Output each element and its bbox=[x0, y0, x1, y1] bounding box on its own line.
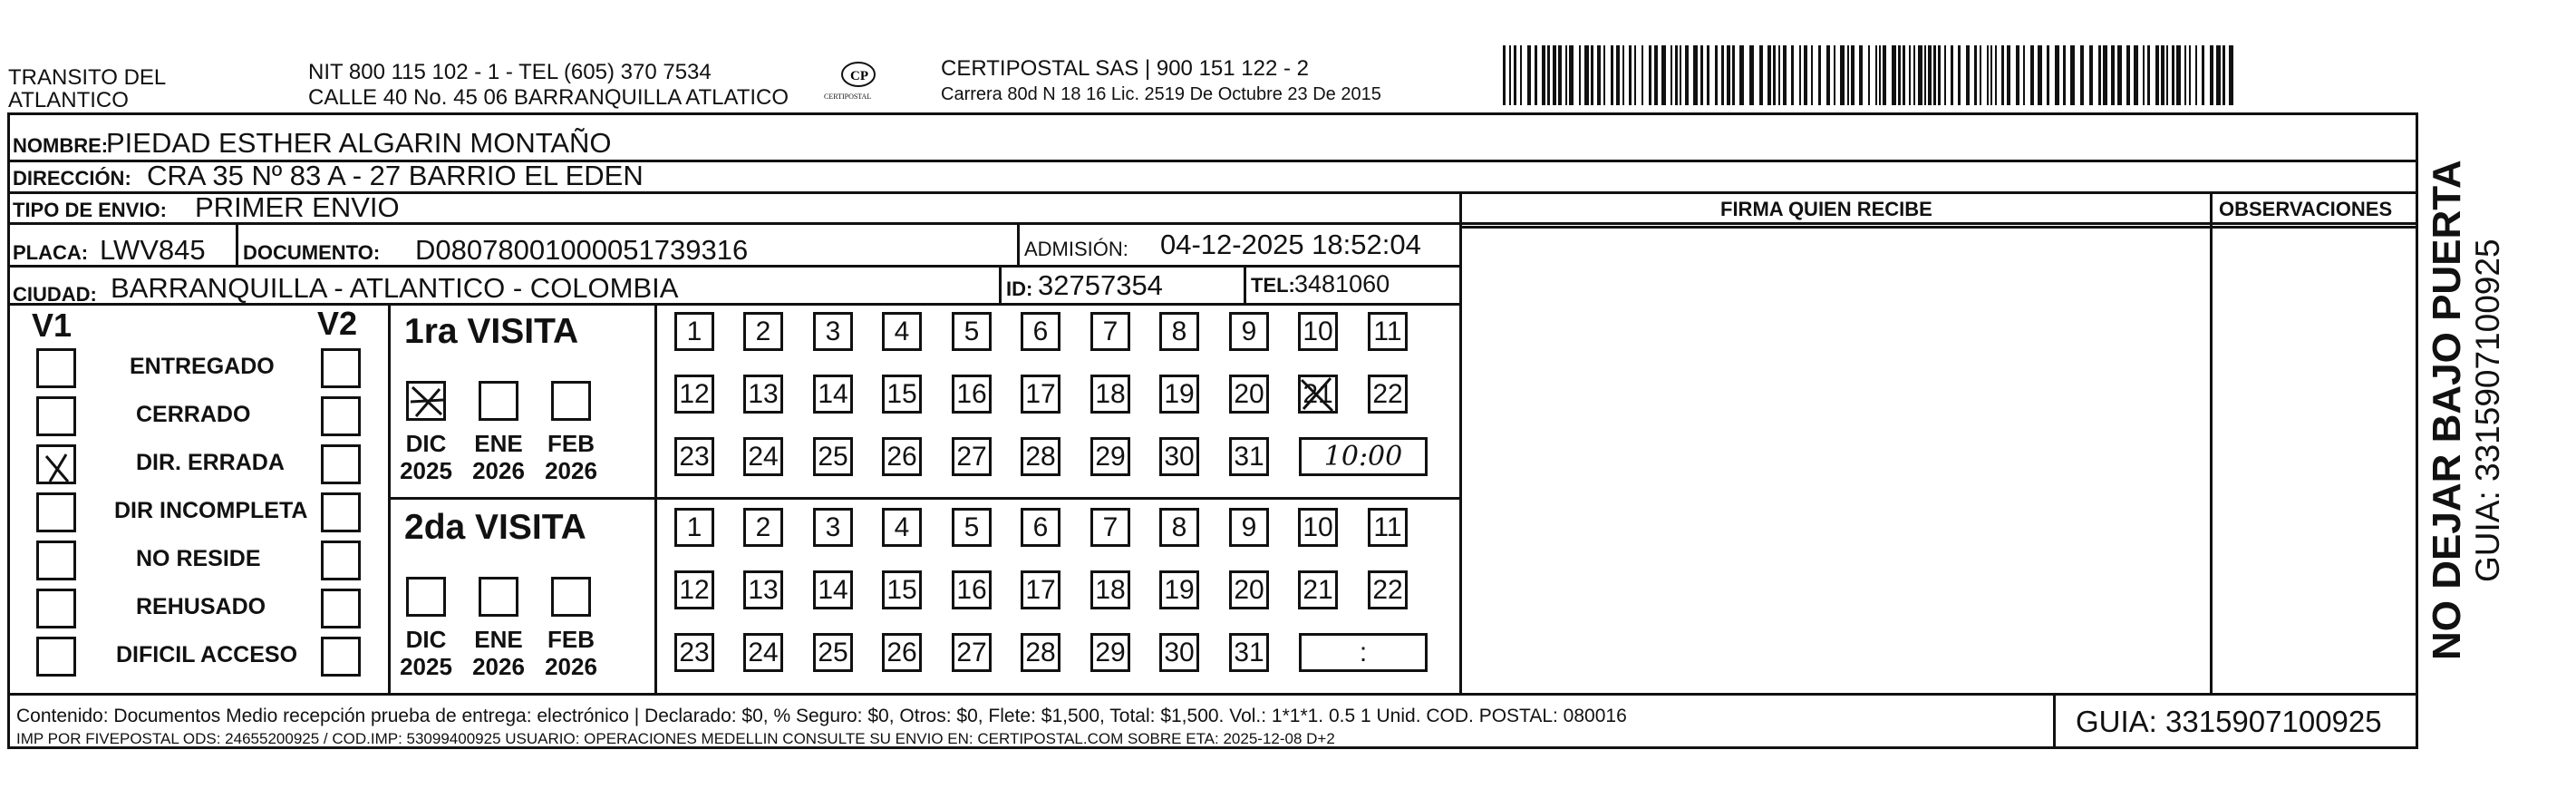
svg-text:CP: CP bbox=[850, 69, 868, 83]
license-line: Carrera 80d N 18 16 Lic. 2519 De Octubre 23 De 2015 bbox=[941, 84, 1381, 104]
v1-checkbox[interactable] bbox=[36, 396, 76, 436]
v1-checkbox[interactable] bbox=[36, 492, 76, 532]
id-label: ID: bbox=[1006, 278, 1033, 300]
tipo-envio-label: TIPO DE ENVIO: bbox=[13, 199, 167, 221]
day-box[interactable]: 26 bbox=[882, 437, 922, 476]
nombre-label: NOMBRE: bbox=[13, 134, 109, 157]
day-box[interactable]: 19 bbox=[1159, 570, 1199, 609]
day-box[interactable]: 25 bbox=[813, 437, 853, 476]
day-box[interactable]: 25 bbox=[813, 633, 853, 672]
documento-value: D08078001000051739316 bbox=[415, 234, 749, 266]
month-checkbox[interactable] bbox=[551, 381, 591, 421]
day-box[interactable]: 29 bbox=[1090, 633, 1130, 672]
day-box[interactable]: 11 bbox=[1368, 312, 1408, 351]
v1-checkbox[interactable] bbox=[36, 444, 76, 484]
address-line: CALLE 40 No. 45 06 BARRANQUILLA ATLATICO bbox=[308, 85, 789, 110]
placa-value: LWV845 bbox=[100, 234, 206, 266]
time-box[interactable]: 10:00 bbox=[1299, 437, 1428, 476]
placa-label: PLACA: bbox=[13, 241, 89, 264]
day-box[interactable]: 2 bbox=[743, 312, 783, 351]
status-label: DIFICIL ACCESO bbox=[116, 642, 298, 667]
day-box[interactable]: 28 bbox=[1021, 633, 1060, 672]
v2-checkbox[interactable] bbox=[321, 444, 361, 484]
nit-line: NIT 800 115 102 - 1 - TEL (605) 370 7534 bbox=[308, 60, 712, 84]
tipo-envio-value: PRIMER ENVIO bbox=[195, 191, 400, 223]
status-label: DIR INCOMPLETA bbox=[114, 498, 308, 523]
status-label: REHUSADO bbox=[136, 594, 266, 619]
day-box[interactable]: 16 bbox=[952, 375, 992, 414]
day-box[interactable]: 20 bbox=[1229, 375, 1269, 414]
day-box[interactable]: 18 bbox=[1090, 570, 1130, 609]
day-box[interactable]: 3 bbox=[813, 508, 853, 547]
admision-label: ADMISIÓN: bbox=[1024, 238, 1128, 260]
nombre-value: PIEDAD ESTHER ALGARIN MONTAÑO bbox=[106, 127, 612, 159]
day-mark-icon bbox=[1298, 375, 1338, 414]
day-box[interactable]: 12 bbox=[674, 375, 714, 414]
status-label: DIR. ERRADA bbox=[136, 450, 285, 475]
day-box[interactable]: 29 bbox=[1090, 437, 1130, 476]
day-box[interactable]: 15 bbox=[882, 375, 922, 414]
ciudad-value: BARRANQUILLA - ATLANTICO - COLOMBIA bbox=[111, 272, 679, 304]
guia-footer: GUIA: 3315907100925 bbox=[2076, 705, 2382, 738]
org-name: TRANSITO DEL ATLANTICO bbox=[8, 65, 167, 112]
day-box[interactable]: 26 bbox=[882, 633, 922, 672]
day-box[interactable]: 4 bbox=[882, 312, 922, 351]
v1-checkbox[interactable] bbox=[36, 589, 76, 628]
direccion-label: DIRECCIÓN: bbox=[13, 167, 131, 190]
day-box[interactable]: 28 bbox=[1021, 437, 1060, 476]
day-box[interactable]: 2 bbox=[743, 508, 783, 547]
documento-label: DOCUMENTO: bbox=[243, 241, 381, 264]
day-box[interactable]: 30 bbox=[1159, 633, 1199, 672]
status-label: ENTREGADO bbox=[130, 354, 275, 379]
day-box[interactable]: 10 bbox=[1298, 508, 1338, 547]
day-box[interactable]: 27 bbox=[952, 633, 992, 672]
day-box[interactable]: 13 bbox=[743, 570, 783, 609]
day-box[interactable]: 6 bbox=[1021, 508, 1060, 547]
day-box[interactable]: 22 bbox=[1368, 570, 1408, 609]
observaciones-header: OBSERVACIONES bbox=[2219, 198, 2393, 220]
check-mark-icon bbox=[409, 384, 445, 420]
month-label: DIC 2025 bbox=[400, 430, 452, 484]
day-box[interactable]: 19 bbox=[1159, 375, 1199, 414]
barcode bbox=[1503, 45, 2237, 105]
side-warning: NO DEJAR BAJO PUERTA bbox=[2425, 160, 2469, 660]
v2-label: V2 bbox=[317, 305, 358, 342]
day-box[interactable]: 13 bbox=[743, 375, 783, 414]
tel-label: TEL: bbox=[1251, 274, 1295, 297]
month-label: ENE 2026 bbox=[472, 626, 525, 680]
month-label: DIC 2025 bbox=[400, 626, 452, 680]
company-line: CERTIPOSTAL SAS | 900 151 122 - 2 bbox=[941, 56, 1309, 81]
day-box[interactable]: 17 bbox=[1021, 570, 1060, 609]
check-mark-icon bbox=[39, 447, 75, 483]
imp-line: IMP POR FIVEPOSTAL ODS: 24655200925 / COD.IMP: 53099400925 USUARIO: OPERACIONES MEDELLIN CONSULTE SU ENVIO EN: CERTIPOSTAL.COM SOBRE ETA: 2025-12-08 D+2 bbox=[16, 730, 1335, 747]
day-box[interactable]: 8 bbox=[1159, 312, 1199, 351]
side-guia: GUIA: 3315907100925 bbox=[2469, 239, 2506, 582]
day-box[interactable]: 11 bbox=[1368, 508, 1408, 547]
month-label: ENE 2026 bbox=[472, 430, 525, 484]
status-label: NO RESIDE bbox=[136, 546, 261, 571]
day-box[interactable]: 5 bbox=[952, 508, 992, 547]
day-box[interactable]: 9 bbox=[1229, 508, 1269, 547]
day-box[interactable]: 17 bbox=[1021, 375, 1060, 414]
month-checkbox[interactable] bbox=[479, 577, 518, 617]
v2-checkbox[interactable] bbox=[321, 492, 361, 532]
month-checkbox[interactable] bbox=[406, 381, 446, 421]
day-box[interactable]: 21 bbox=[1298, 375, 1338, 414]
day-box[interactable]: 5 bbox=[952, 312, 992, 351]
ciudad-label: CIUDAD: bbox=[13, 283, 97, 306]
day-box[interactable]: 31 bbox=[1229, 633, 1269, 672]
day-box[interactable]: 20 bbox=[1229, 570, 1269, 609]
day-box[interactable]: 15 bbox=[882, 570, 922, 609]
day-box[interactable]: 9 bbox=[1229, 312, 1269, 351]
day-box[interactable]: 6 bbox=[1021, 312, 1060, 351]
v1-checkbox[interactable] bbox=[36, 348, 76, 388]
day-box[interactable]: 1 bbox=[674, 508, 714, 547]
v2-checkbox[interactable] bbox=[321, 637, 361, 677]
status-label: CERRADO bbox=[136, 402, 251, 427]
certipostal-logo bbox=[822, 60, 886, 107]
v1-label: V1 bbox=[32, 307, 73, 344]
v2-checkbox[interactable] bbox=[321, 348, 361, 388]
admision-value: 04-12-2025 18:52:04 bbox=[1160, 229, 1421, 260]
month-label: FEB 2026 bbox=[545, 430, 597, 484]
month-checkbox[interactable] bbox=[406, 577, 446, 617]
v1-checkbox[interactable] bbox=[36, 637, 76, 677]
firma-header: FIRMA QUIEN RECIBE bbox=[1720, 198, 1932, 220]
day-box[interactable]: 4 bbox=[882, 508, 922, 547]
v2-checkbox[interactable] bbox=[321, 589, 361, 628]
day-box[interactable]: 30 bbox=[1159, 437, 1199, 476]
day-box[interactable]: 12 bbox=[674, 570, 714, 609]
day-box[interactable]: 27 bbox=[952, 437, 992, 476]
day-box[interactable]: 31 bbox=[1229, 437, 1269, 476]
day-box[interactable]: 24 bbox=[743, 437, 783, 476]
day-box[interactable]: 10 bbox=[1298, 312, 1338, 351]
id-value: 32757354 bbox=[1038, 269, 1163, 301]
day-box[interactable]: 18 bbox=[1090, 375, 1130, 414]
day-box[interactable]: 1 bbox=[674, 312, 714, 351]
month-label: FEB 2026 bbox=[545, 626, 597, 680]
month-checkbox[interactable] bbox=[551, 577, 591, 617]
day-box[interactable]: 23 bbox=[674, 437, 714, 476]
v1-checkbox[interactable] bbox=[36, 541, 76, 580]
day-box[interactable]: 7 bbox=[1090, 508, 1130, 547]
day-box[interactable]: 16 bbox=[952, 570, 992, 609]
contenido-line: Contenido: Documentos Medio recepción prueba de entrega: electrónico | Declarado: $0, % Seguro: $0, Otros: $0, Flete: $1,500, Total: $1,500. Vol.: 1*1*1. 0.5 1 Unid. COD. POSTAL: 080016 bbox=[16, 706, 1627, 726]
day-box[interactable]: 21 bbox=[1298, 570, 1338, 609]
day-box[interactable]: 14 bbox=[813, 570, 853, 609]
logo-text: CERTIPOSTAL bbox=[824, 93, 872, 101]
visit1-title: 1ra VISITA bbox=[404, 312, 579, 351]
day-box[interactable]: 3 bbox=[813, 312, 853, 351]
time-box[interactable]: : bbox=[1299, 633, 1428, 672]
v2-checkbox[interactable] bbox=[321, 396, 361, 436]
visit2-title: 2da VISITA bbox=[404, 508, 586, 547]
day-box[interactable]: 23 bbox=[674, 633, 714, 672]
day-box[interactable]: 14 bbox=[813, 375, 853, 414]
month-checkbox[interactable] bbox=[479, 381, 518, 421]
day-box[interactable]: 22 bbox=[1368, 375, 1408, 414]
day-box[interactable]: 7 bbox=[1090, 312, 1130, 351]
tel-value: 3481060 bbox=[1294, 270, 1390, 297]
v2-checkbox[interactable] bbox=[321, 541, 361, 580]
direccion-value: CRA 35 Nº 83 A - 27 BARRIO EL EDEN bbox=[147, 160, 644, 191]
day-box[interactable]: 8 bbox=[1159, 508, 1199, 547]
day-box[interactable]: 24 bbox=[743, 633, 783, 672]
